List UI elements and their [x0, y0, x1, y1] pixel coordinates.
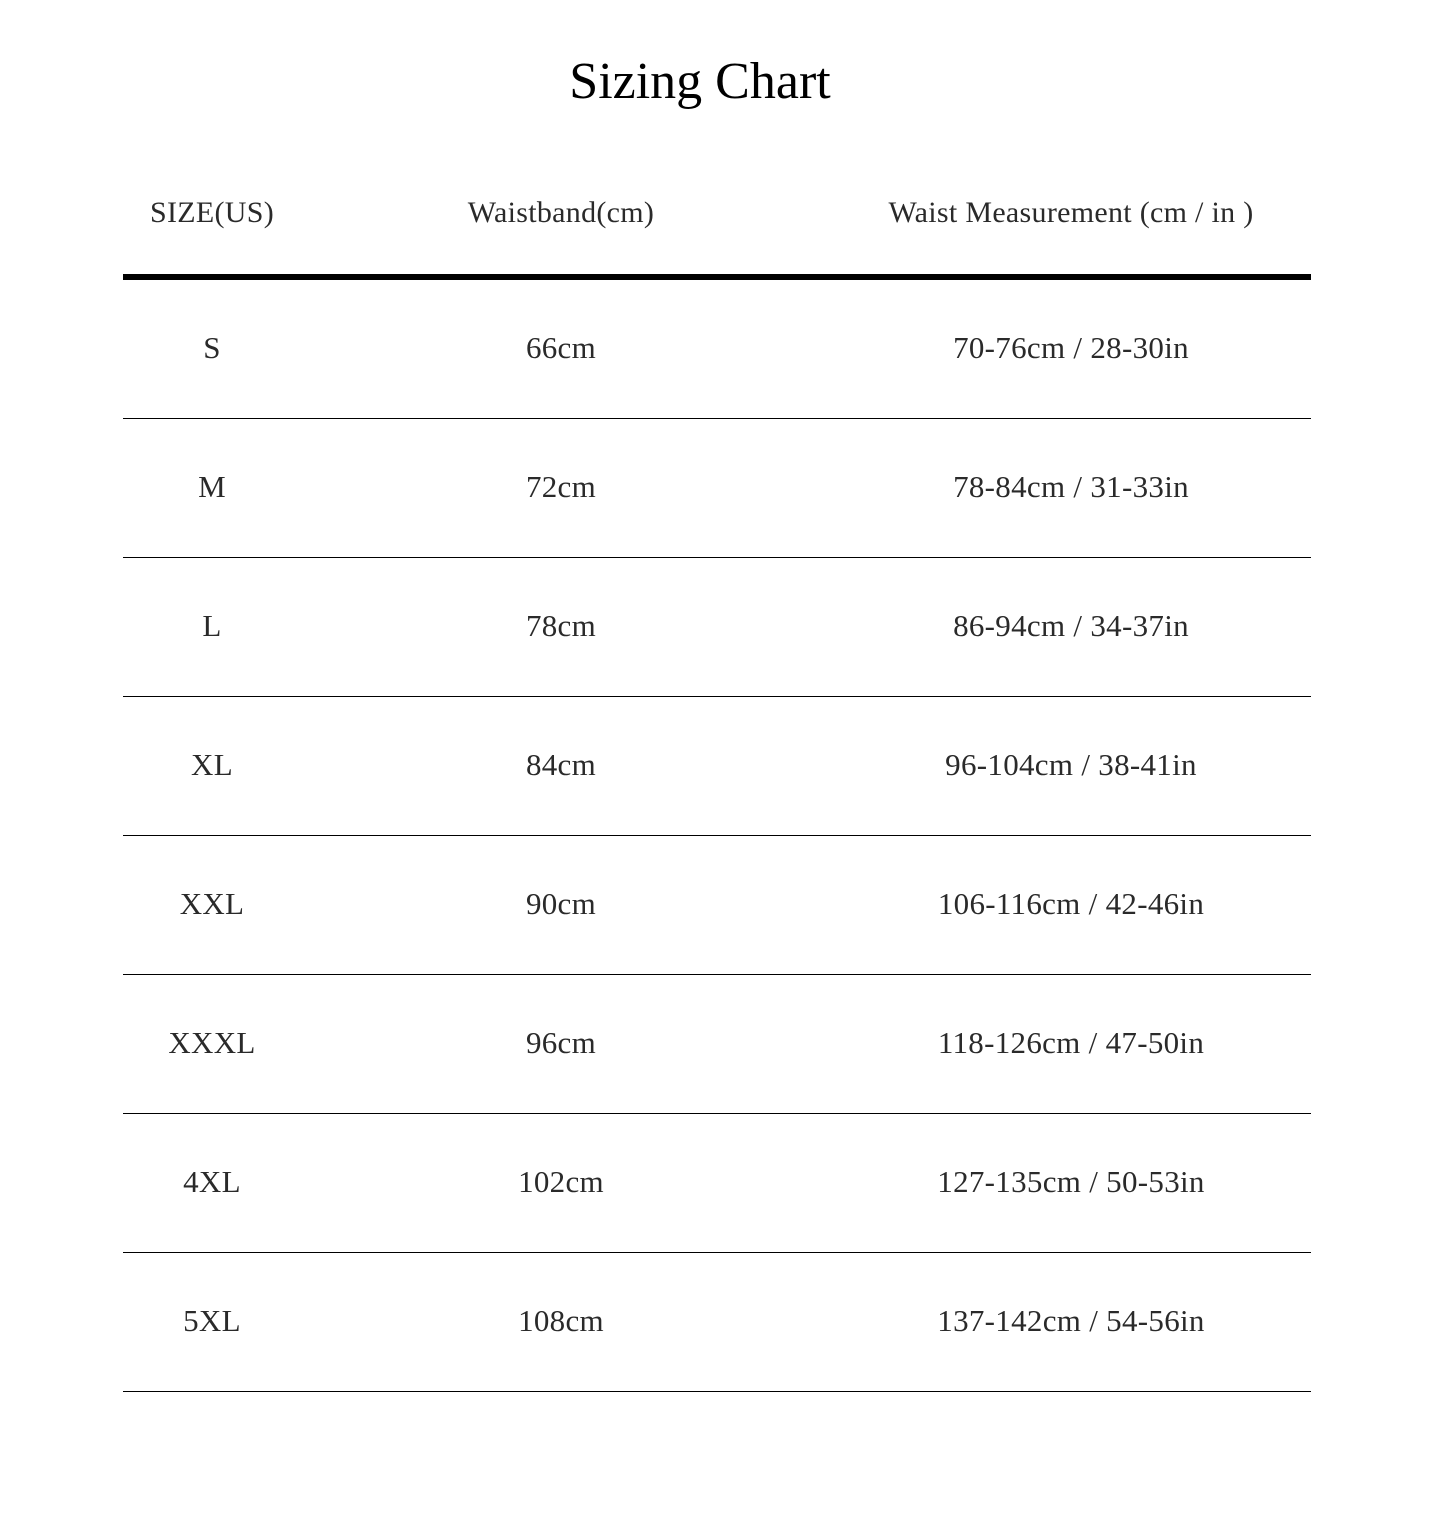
- waistband-cell: 102cm: [518, 1164, 604, 1199]
- waist-measurement-cell: 137-142cm / 54-56in: [937, 1303, 1205, 1338]
- waist-measurement-cell: 86-94cm / 34-37in: [953, 608, 1189, 643]
- waistband-cell: 96cm: [525, 1025, 597, 1060]
- waistband-cell: 90cm: [525, 886, 597, 921]
- size-cell: XXXL: [168, 1025, 256, 1060]
- table-row: [123, 419, 1311, 558]
- waist-measurement-cell: 78-84cm / 31-33in: [953, 469, 1189, 504]
- waistband-cell: 84cm: [525, 747, 597, 782]
- sizing-table: [123, 160, 1311, 1392]
- waistband-cell: 72cm: [525, 469, 597, 504]
- waist-measurement-cell: 96-104cm / 38-41in: [945, 747, 1197, 782]
- table-row: [123, 836, 1311, 975]
- waist-measurement-cell: 127-135cm / 50-53in: [937, 1164, 1205, 1199]
- header-size: SIZE(US): [149, 196, 275, 229]
- header-waist-measurement: Waist Measurement (cm / in ): [888, 196, 1254, 229]
- waistband-cell: 78cm: [525, 608, 597, 643]
- waist-measurement-cell: 70-76cm / 28-30in: [953, 330, 1189, 365]
- size-cell: XL: [191, 747, 233, 782]
- page-title: Sizing Chart: [569, 53, 831, 110]
- waistband-cell: 108cm: [518, 1303, 604, 1338]
- table-row: [123, 1114, 1311, 1253]
- size-cell: S: [203, 330, 221, 365]
- table-row: [123, 558, 1311, 697]
- table-row: [123, 975, 1311, 1114]
- header-waistband: Waistband(cm): [467, 196, 655, 229]
- size-cell: M: [198, 469, 226, 504]
- size-cell: 4XL: [183, 1164, 241, 1199]
- waist-measurement-cell: 106-116cm / 42-46in: [937, 886, 1205, 921]
- size-cell: XXL: [179, 886, 245, 921]
- table-header-row: [123, 160, 1311, 280]
- table-row: [123, 1253, 1311, 1392]
- waistband-cell: 66cm: [525, 330, 597, 365]
- size-cell: 5XL: [183, 1303, 241, 1338]
- size-cell: L: [202, 608, 222, 643]
- table-row: [123, 697, 1311, 836]
- waist-measurement-cell: 118-126cm / 47-50in: [937, 1025, 1205, 1060]
- table-row: [123, 280, 1311, 419]
